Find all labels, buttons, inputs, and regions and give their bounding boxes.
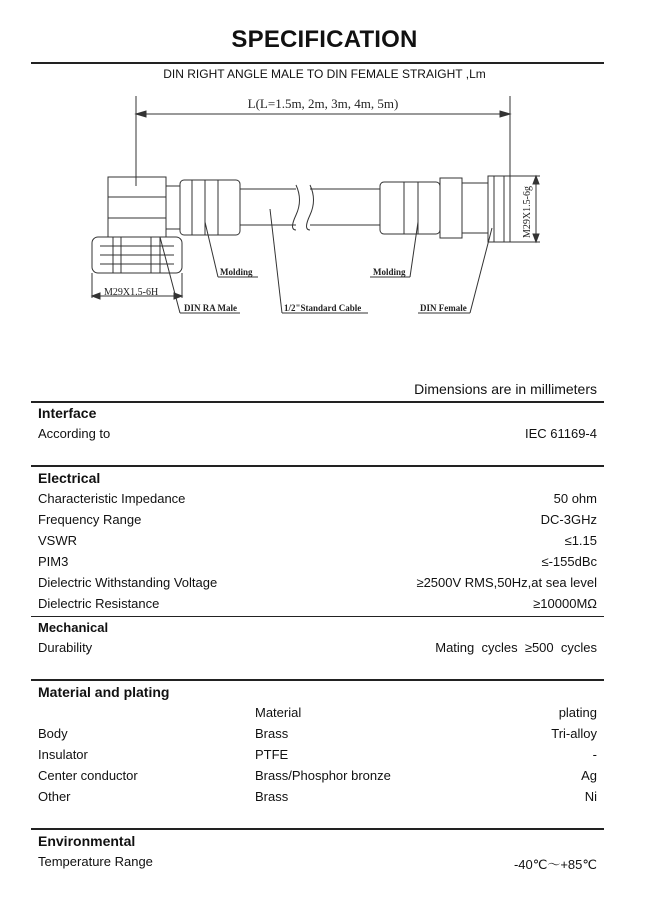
row-label: Center conductor xyxy=(38,768,138,783)
thread-left-label: M29X1.5-6H xyxy=(104,287,159,298)
row-label: Frequency Range xyxy=(38,512,142,527)
length-dimension-label: L(L=1.5m, 2m, 3m, 4m, 5m) xyxy=(247,96,399,111)
electrical-row xyxy=(38,596,597,616)
dimensions-note: Dimensions are in millimeters xyxy=(414,381,597,397)
material-row xyxy=(38,789,597,809)
row-label: Insulator xyxy=(38,747,88,762)
row-value: ≤1.15 xyxy=(564,533,597,548)
section-divider xyxy=(31,679,604,681)
environmental-row xyxy=(38,854,597,874)
cable-label: 1/2"Standard Cable xyxy=(284,303,362,313)
electrical-row xyxy=(38,575,597,595)
row-value: DC-3GHz xyxy=(540,512,597,527)
title-divider xyxy=(31,62,604,64)
mechanical-heading: Mechanical xyxy=(38,620,109,635)
mechanical-row xyxy=(38,640,597,660)
electrical-row xyxy=(38,554,597,574)
row-material: Brass/Phosphor bronze xyxy=(255,768,391,783)
material-row xyxy=(38,747,597,767)
row-value: Mating cycles ≥500 cycles xyxy=(435,640,597,655)
din-ra-male-label: DIN RA Male xyxy=(184,303,237,313)
plating-column-header: plating xyxy=(558,705,597,720)
row-plating: - xyxy=(592,747,597,762)
material-row xyxy=(38,768,597,788)
row-value: -40℃～+85℃ xyxy=(513,857,597,872)
row-material: Brass xyxy=(255,726,289,741)
section-divider xyxy=(31,401,604,403)
interface-row xyxy=(38,426,597,446)
row-label: VSWR xyxy=(38,533,77,548)
electrical-row xyxy=(38,533,597,553)
section-divider xyxy=(31,828,604,830)
page-title: SPECIFICATION xyxy=(231,26,418,53)
interface-heading: Interface xyxy=(38,405,97,421)
din-female-label: DIN Female xyxy=(420,303,467,313)
row-material: PTFE xyxy=(255,747,289,762)
section-divider xyxy=(31,616,604,617)
row-label: Other xyxy=(38,789,71,804)
row-label: Durability xyxy=(38,640,93,655)
row-value: IEC 61169-4 xyxy=(524,426,597,441)
row-label: PIM3 xyxy=(38,554,69,569)
molding-left-label: Molding xyxy=(220,267,253,277)
row-plating: Ag xyxy=(581,768,597,783)
row-label: Temperature Range xyxy=(38,854,153,869)
cable-assembly-drawing xyxy=(0,80,649,330)
row-label: Dielectric Withstanding Voltage xyxy=(38,575,218,590)
row-label: Body xyxy=(38,726,68,741)
row-label: According to xyxy=(38,426,111,441)
material-column-header: Material xyxy=(255,705,302,720)
row-value: ≥2500V RMS,50Hz,at sea level xyxy=(416,575,597,590)
electrical-heading: Electrical xyxy=(38,470,101,486)
thread-right-label: M29X1.5-6g xyxy=(522,186,533,238)
product-subtitle: DIN RIGHT ANGLE MALE TO DIN FEMALE STRAIGHT ,Lm xyxy=(163,67,486,81)
row-value: ≤-155dBc xyxy=(541,554,597,569)
environmental-heading: Environmental xyxy=(38,833,136,849)
electrical-row xyxy=(38,512,597,532)
row-plating: Tri-alloy xyxy=(551,726,597,741)
row-label: Characteristic Impedance xyxy=(38,491,186,506)
row-label: Dielectric Resistance xyxy=(38,596,160,611)
row-plating: Ni xyxy=(584,789,597,804)
row-value: ≥10000MΩ xyxy=(533,596,597,611)
electrical-row xyxy=(38,491,597,511)
row-value: 50 ohm xyxy=(553,491,597,506)
material-header-row xyxy=(38,705,597,725)
row-material: Brass xyxy=(255,789,289,804)
molding-right-label: Molding xyxy=(373,267,406,277)
material-heading: Material and plating xyxy=(38,684,170,700)
section-divider xyxy=(31,465,604,467)
material-row xyxy=(38,726,597,746)
